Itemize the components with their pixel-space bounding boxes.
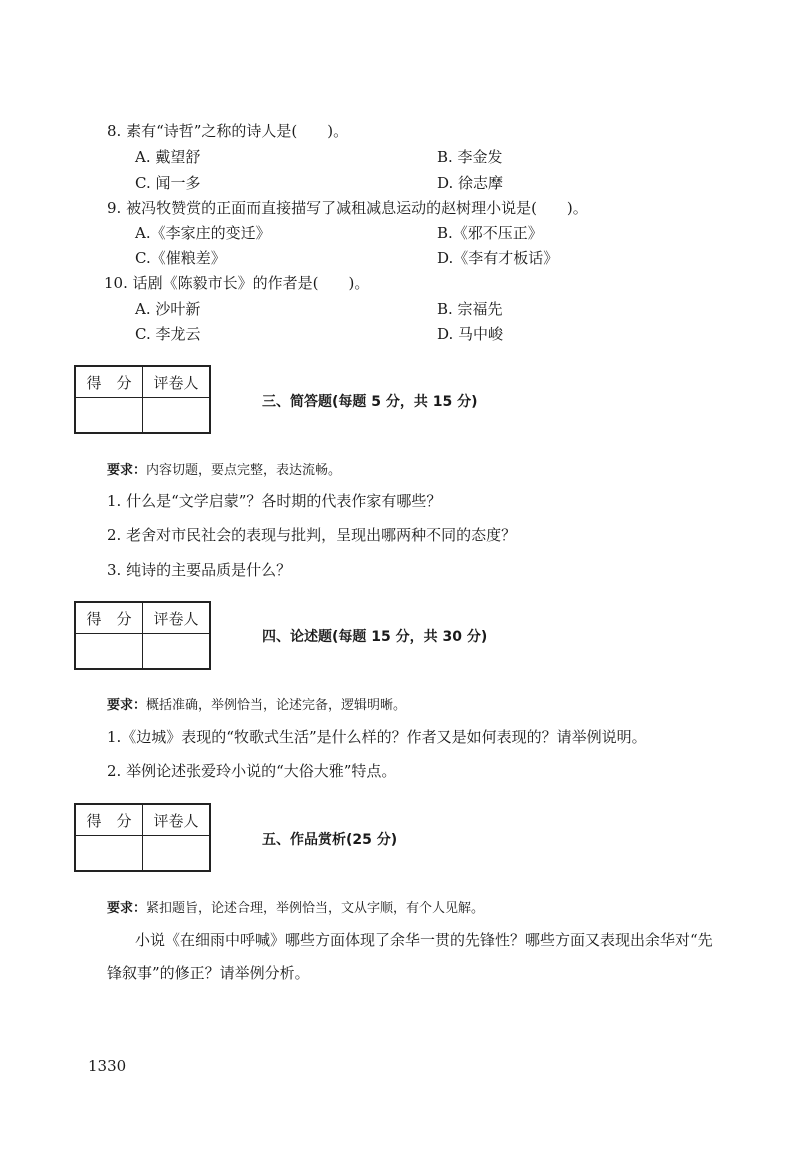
grader-cell	[143, 398, 211, 434]
question-10-option-a: A. 沙叶新	[135, 300, 201, 318]
question-10-stem: 10. 话剧《陈毅市长》的作者是( )。	[104, 274, 370, 292]
section-4-requirement	[107, 694, 406, 713]
section-5-requirement	[107, 897, 484, 916]
section-5-question-line-2: 锋叙事”的修正？请举例分析。	[107, 964, 310, 982]
grader-label: 评卷人	[143, 602, 211, 634]
question-9-stem: 9. 被冯牧赞赏的正面而直接描写了减租减息运动的赵树理小说是( )。	[107, 199, 588, 217]
question-8-option-a: A. 戴望舒	[135, 148, 201, 166]
question-8-option-b: B. 李金发	[437, 148, 503, 166]
score-label: 得 分	[75, 602, 143, 634]
score-cell	[75, 836, 143, 872]
requirement-label: 要求：	[107, 463, 147, 478]
section-3-item-3: 3. 纯诗的主要品质是什么？	[107, 561, 292, 579]
section-5-question-line-1: 小说《在细雨中呼喊》哪些方面体现了余华一贯的先锋性？哪些方面又表现出余华对“先	[135, 931, 713, 949]
requirement-text: 内容切题，要点完整，表达流畅。	[146, 463, 342, 478]
section-4-title: 四、论述题(每题 15 分，共 30 分)	[262, 629, 488, 645]
requirement-text: 概括准确，举例恰当，论述完备，逻辑明晰。	[146, 698, 407, 713]
grader-cell	[143, 634, 211, 670]
section-5-title: 五、作品赏析(25 分)	[262, 832, 398, 848]
question-9-option-a: A.《李家庄的变迁》	[135, 224, 271, 242]
score-box-section-4	[74, 601, 211, 670]
score-cell	[75, 634, 143, 670]
grader-label: 评卷人	[143, 366, 211, 398]
grader-label: 评卷人	[143, 804, 211, 836]
score-label: 得 分	[75, 366, 143, 398]
score-box-section-3	[74, 365, 211, 434]
section-4-item-1: 1.《边城》表现的“牧歌式生活”是什么样的？作者又是如何表现的？请举例说明。	[107, 728, 647, 746]
grader-cell	[143, 836, 211, 872]
requirement-text: 紧扣题旨，论述合理，举例恰当，文从字顺，有个人见解。	[146, 901, 485, 916]
requirement-label: 要求：	[107, 698, 147, 713]
section-3-requirement	[107, 459, 341, 478]
question-9-option-b: B.《邪不压正》	[437, 224, 543, 242]
score-cell	[75, 398, 143, 434]
question-10-option-c: C. 李龙云	[135, 325, 201, 343]
question-10-option-d: D. 马中峻	[437, 325, 504, 343]
requirement-label: 要求：	[107, 901, 147, 916]
question-9-option-c: C.《催粮差》	[135, 249, 226, 267]
score-box-section-5	[74, 803, 211, 872]
section-4-item-2: 2. 举例论述张爱玲小说的“大俗大雅”特点。	[107, 762, 397, 780]
section-3-item-2: 2. 老舍对市民社会的表现与批判，呈现出哪两种不同的态度？	[107, 526, 517, 544]
page-number: 1330	[88, 1057, 127, 1075]
section-3-item-1: 1. 什么是“文学启蒙”？各时期的代表作家有哪些？	[107, 492, 442, 510]
question-8-option-d: D. 徐志摩	[437, 174, 504, 192]
question-10-option-b: B. 宗福先	[437, 300, 503, 318]
score-label: 得 分	[75, 804, 143, 836]
question-8-stem: 8. 素有“诗哲”之称的诗人是( )。	[107, 122, 349, 140]
section-3-title: 三、简答题(每题 5 分，共 15 分)	[262, 394, 478, 410]
question-8-option-c: C. 闻一多	[135, 174, 201, 192]
question-9-option-d: D.《李有才板话》	[437, 249, 559, 267]
